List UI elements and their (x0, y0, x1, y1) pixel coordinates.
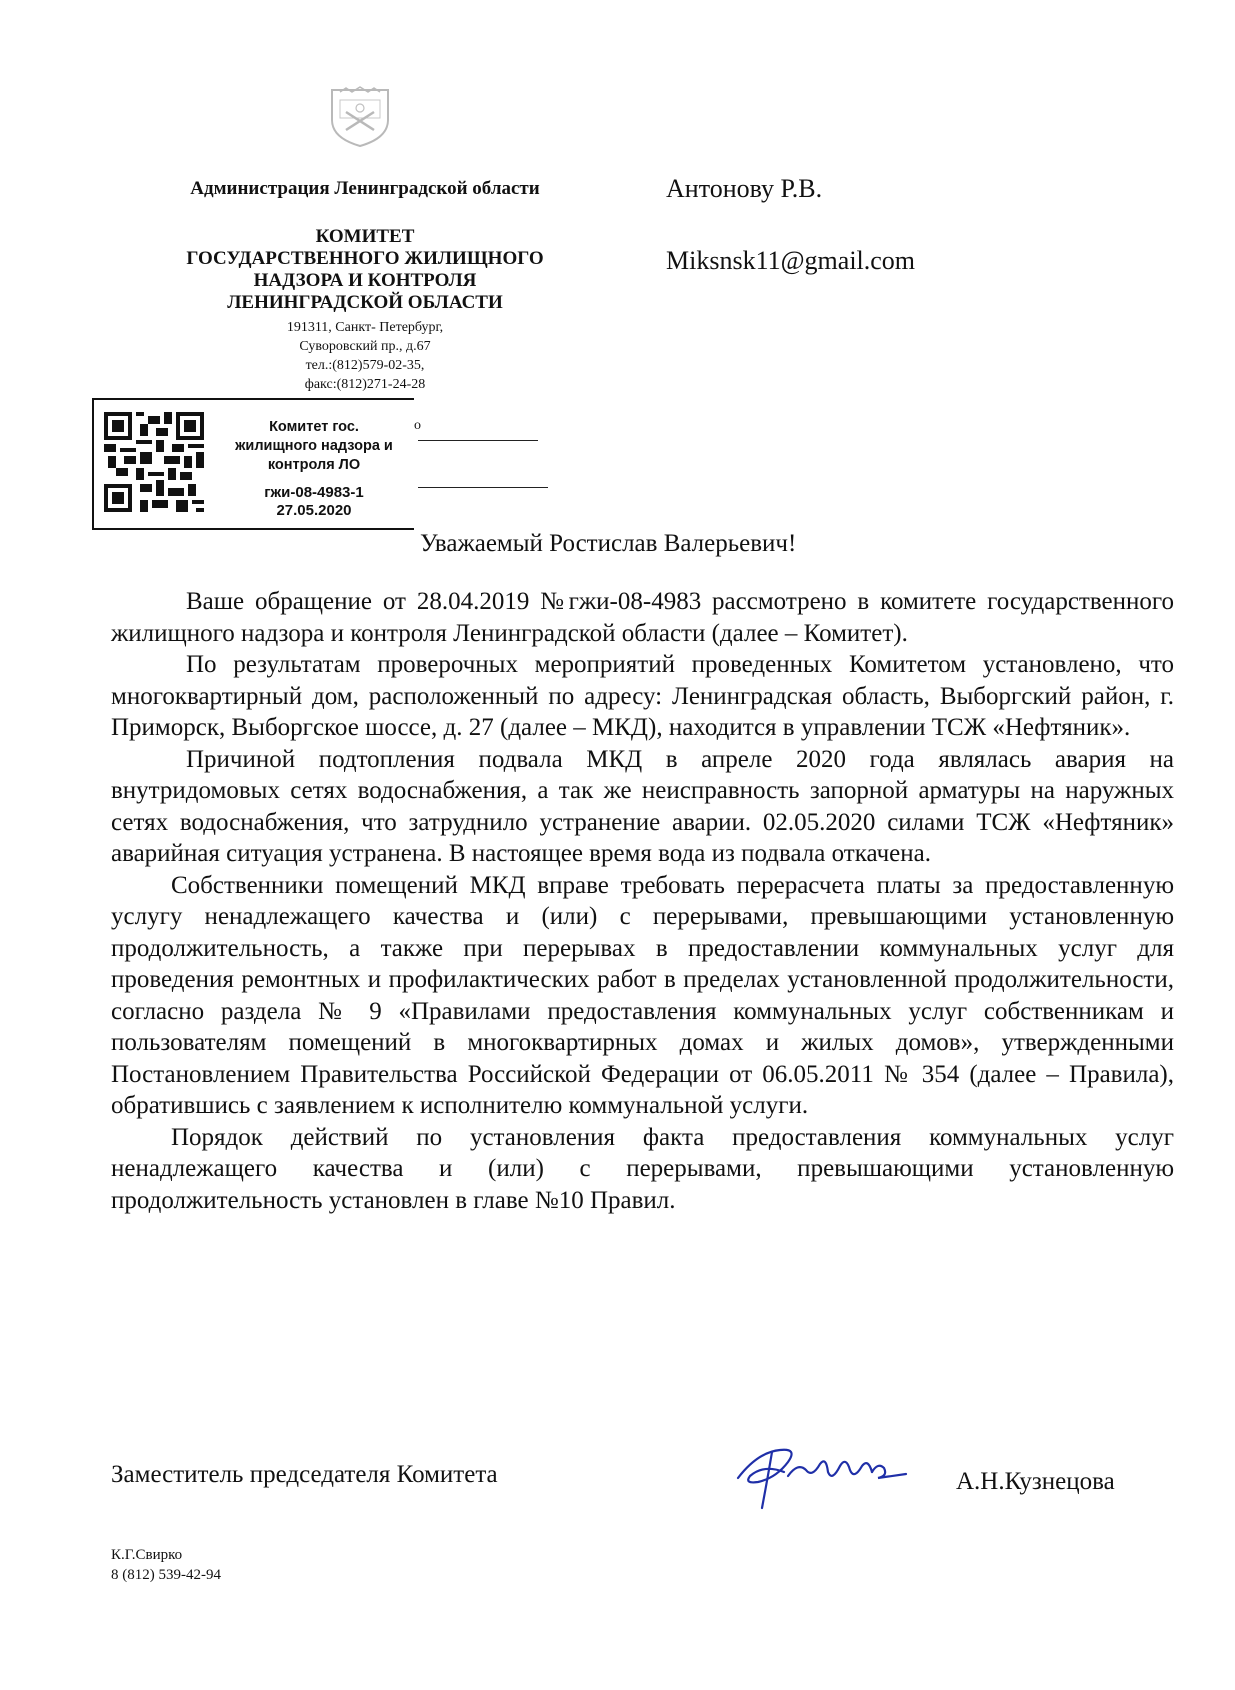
stamp-registration (220, 484, 408, 520)
letter-body (111, 586, 1174, 1216)
committee-address (230, 318, 500, 394)
paragraph: Порядок действий по установления факта предоставления коммунальных услуг ненадлежащего качества и (или) с перерывами, превышающими установленную продолжительность установлен в главе №10 Правил. (111, 1123, 1174, 1214)
date-line (418, 487, 548, 488)
signer-title: Заместитель председателя Комитета (111, 1461, 498, 1488)
stamp-line: Комитет гос. (269, 419, 359, 435)
signer-name: А.Н.Кузнецова (956, 1468, 1115, 1495)
committee-line: ЛЕНИНГРАДСКОЙ ОБЛАСТИ (227, 292, 503, 313)
executor-info (111, 1545, 221, 1585)
greeting: Уважаемый Ростислав Валерьевич! (420, 530, 797, 557)
address-line: Суворовский пр., д.67 (299, 339, 431, 354)
coat-of-arms-icon (326, 86, 394, 148)
number-line (418, 440, 538, 441)
committee-line: НАДЗОРА И КОНТРОЛЯ (253, 270, 477, 291)
organization-name: Администрация Ленинградской области (190, 178, 540, 199)
stamp-reg-date: 27.05.2020 (276, 502, 352, 519)
paragraph: Причиной подтопления подвала МКД в апреле 2020 года являлась авария на внутридомовых сетях водоснабжения, а так же неисправность запорной арматуры на наружных сетях водоснабжения, что затруднило устранение аварии. 02.05.2020 силами ТСЖ «Нефтяник» аварийная ситуация устранена. В настоящее время вода из подвала откачена. (111, 745, 1174, 867)
executor-name: К.Г.Свирко (111, 1547, 183, 1563)
recipient-name: Антонову Р.В. (666, 174, 823, 203)
committee-line: КОМИТЕТ (315, 226, 415, 247)
paragraph: Собственники помещений МКД вправе требовать перерасчета платы за предоставленную услугу ненадлежащего качества и (или) с перерывами, превышающими установленную продолжительность, а также при перерывах в предоставлении коммунальных услуг для проведения ремонтных и профилактических работ в пределах установленной продолжительности, согласно раздела № 9 «Правилами предоставления коммунальных услуг собственникам и пользователям помещений в многоквартирных домах и жилых домов», утвержденными Постановлением Правительства Российской Федерации от 06.05.2011 № 354 (далее – Правила), обратившись с заявлением к исполнителю коммунальной услуги. (111, 871, 1174, 1119)
handwritten-signature (728, 1432, 918, 1510)
stamp-line: жилищного надзора и (235, 438, 393, 454)
address-line: тел.:(812)579-02-35, (305, 358, 425, 373)
committee-line: ГОСУДАРСТВЕННОГО ЖИЛИЩНОГО (186, 248, 544, 269)
paragraph: Ваше обращение от 28.04.2019 №гжи-08-4983 рассмотрено в комитете государственного жилищного надзора и контроля Ленинградской области (далее – Комитет). (111, 588, 1174, 647)
stamp-line: контроля ЛО (267, 457, 361, 473)
address-line: факс:(812)271-24-28 (304, 377, 426, 392)
stamp-organization (220, 418, 408, 475)
executor-phone: 8 (812) 539-42-94 (111, 1567, 221, 1583)
number-mark: о (414, 418, 421, 433)
address-line: 191311, Санкт- Петербург, (286, 320, 444, 335)
stamp-reg-number: гжи-08-4983-1 (264, 484, 364, 501)
registration-stamp (92, 398, 414, 530)
paragraph: По результатам проверочных мероприятий проведенных Комитетом установлено, что многоквартирный дом, расположенный по адресу: Ленинградская область, Выборгский район, г. Приморск, Выборгское шоссе, д. 27 (далее – МКД), находится в управлении ТСЖ «Нефтяник». (111, 651, 1174, 741)
qr-code-icon (104, 412, 204, 512)
committee-name (150, 226, 580, 314)
recipient-email: Miksnsk11@gmail.com (666, 246, 916, 275)
